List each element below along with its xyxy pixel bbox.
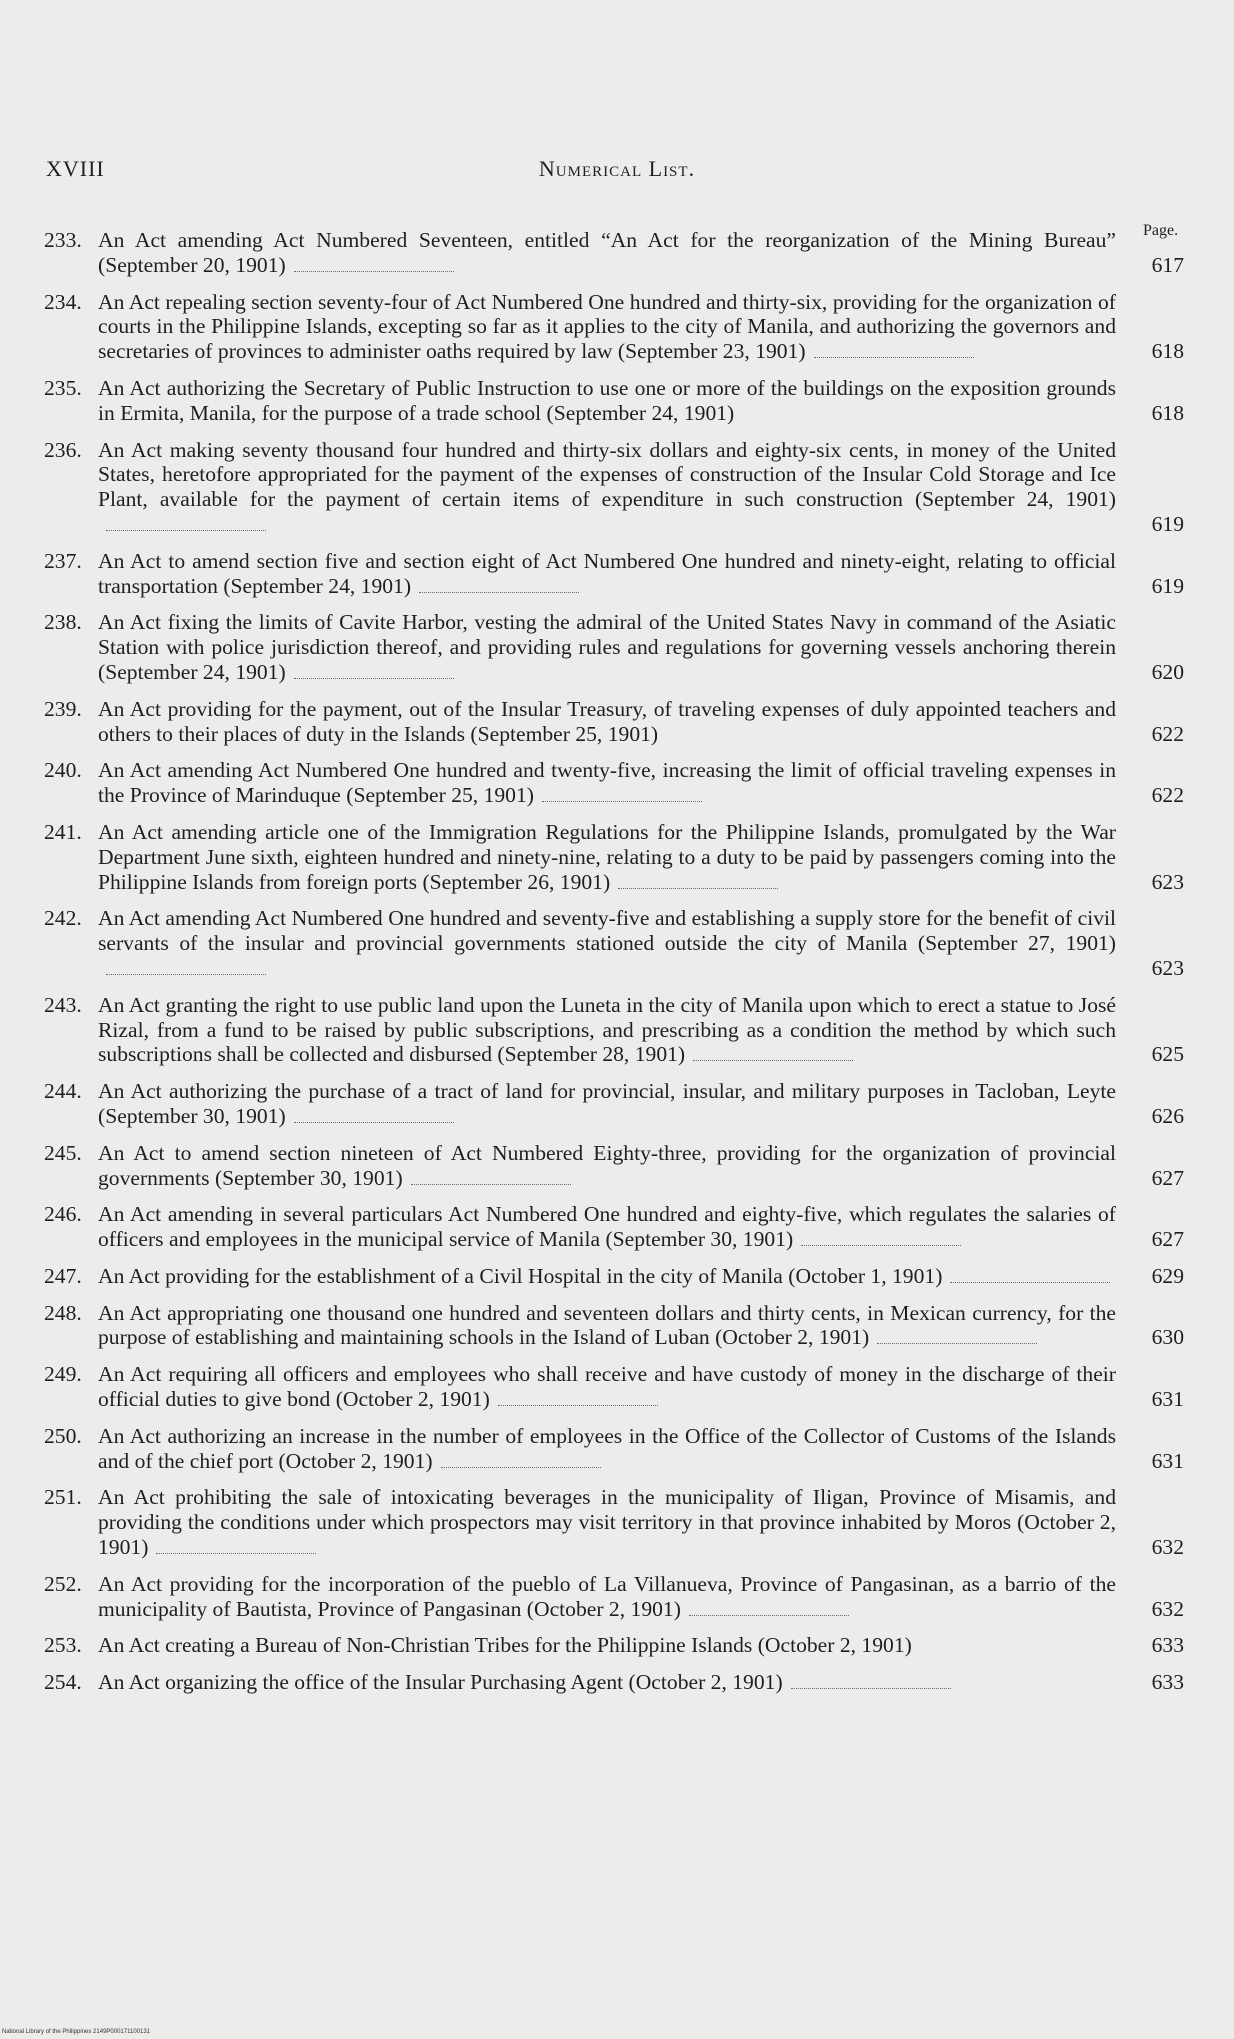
list-item (44, 1141, 1184, 1191)
entry-number: 245. (44, 1140, 82, 1165)
entry-text: An Act to amend section nineteen of Act Numbered Eighty-three, providing for the organization of provincial governments (September 30, 1901) (98, 1140, 1116, 1190)
entry-text: An Act providing for the establishment of a Civil Hospital in the city of Manila (October 1, 1901) (98, 1264, 1116, 1289)
leader-dots (801, 1231, 961, 1246)
entry-text: An Act granting the right to use public land upon the Luneta in the city of Manila upon which to erect a statue to José Rizal, from a fund to be raised by public subscriptions, and prescribing as a condition the method by which such subscriptions shall be collected and disbursed (September 28, 1901) (98, 992, 1116, 1067)
entry-text: An Act authorizing the purchase of a tract of land for provincial, insular, and military purposes in Tacloban, Leyte (September 30, 1901) (98, 1079, 1116, 1128)
entry-page: 631 (1151, 1387, 1184, 1412)
scan-footer: National Library of the Philippines 2149P000171100131 (2, 2029, 150, 2035)
entry-page: 622 (1151, 783, 1184, 808)
list-item (44, 758, 1184, 808)
leader-dots (542, 787, 702, 802)
leader-dots (618, 874, 778, 889)
leader-dots (441, 1453, 601, 1468)
entry-text: An Act appropriating one thousand one hundred and seventeen dollars and thirty cents, in Mexican currency, for the purpose of establishing and maintaining schools in the Island of Luban (October 2, 1901) (98, 1300, 1116, 1350)
leader-dots (294, 664, 454, 679)
entry-page: 619 (1151, 511, 1184, 536)
entry-text: An Act amending article one of the Immigration Regulations for the Philippine Islands, promulgated by the War Department June sixth, eighteen hundred and ninety-nine, relating to a duty to be paid by passengers coming into the Philippine Islands from foreign ports (September 26, 1901) (98, 819, 1116, 894)
entry-number: 247. (44, 1263, 82, 1288)
entry-number: 252. (44, 1571, 82, 1596)
leader-dots (106, 960, 266, 975)
list-item (44, 1301, 1184, 1351)
leader-dots (156, 1539, 316, 1554)
entry-page: 629 (1151, 1263, 1184, 1288)
leader-dots (498, 1391, 658, 1406)
entry-text: An Act to amend section five and section eight of Act Numbered One hundred and ninety-eight, relating to official transportation (September 24, 1901) (98, 548, 1116, 598)
page-column-label: Page. (1143, 222, 1179, 239)
list-item (44, 1633, 1184, 1658)
page-number: XVIII (46, 156, 105, 181)
entry-page: 627 (1151, 1227, 1184, 1252)
entry-text: An Act making seventy thousand four hundred and thirty-six dollars and eighty-six cents, in money of the United States, heretofore appropriated for the payment of the expenses of construction of the Insular Cold Storage and Ice Plant, available for the payment of certain items of expenditure in such construction (September 24, 1901) (98, 438, 1116, 537)
entry-number: 246. (44, 1202, 82, 1227)
entry-page: 631 (1151, 1448, 1184, 1473)
entry-number: 243. (44, 992, 82, 1017)
entry-list (44, 228, 1184, 1707)
entry-page: 626 (1151, 1103, 1184, 1128)
entry-page: 625 (1151, 1042, 1184, 1067)
leader-dots (106, 516, 266, 531)
entry-number: 241. (44, 819, 82, 844)
leader-dots (294, 1108, 454, 1123)
entry-number: 238. (44, 610, 82, 635)
entry-number: 236. (44, 437, 82, 462)
list-item (44, 1202, 1184, 1252)
entry-number: 251. (44, 1485, 82, 1510)
leader-dots (877, 1329, 1037, 1344)
entry-page: 622 (1151, 721, 1184, 746)
entry-page: 630 (1151, 1325, 1184, 1350)
entry-text: An Act authorizing an increase in the number of employees in the Office of the Collector of Customs of the Islands and of the chief port (October 2, 1901) (98, 1423, 1116, 1473)
entry-text: An Act organizing the office of the Insular Purchasing Agent (October 2, 1901) (98, 1670, 1116, 1695)
list-item (44, 1485, 1184, 1559)
entry-page: 617 (1151, 252, 1184, 277)
entry-text: An Act amending in several particulars Act Numbered One hundred and eighty-five, which regulates the salaries of officers and employees in the municipal service of Manila (September 30, 1901) (98, 1202, 1116, 1252)
list-item (44, 1424, 1184, 1474)
list-item (44, 1362, 1184, 1412)
entry-text: An Act providing for the payment, out of the Insular Treasury, of traveling expenses of duly appointed teachers and others to their places of duty in the Islands (September 25, 1901) (98, 696, 1116, 746)
entry-page: 618 (1151, 339, 1184, 364)
entry-text: An Act amending Act Numbered One hundred and seventy-five and establishing a supply store for the benefit of civil servants of the insular and provincial governments stationed outside the city of Manila (September 27, 1901) (98, 906, 1116, 980)
entry-page: 633 (1151, 1633, 1184, 1658)
entry-text: An Act repealing section seventy-four of Act Numbered One hundred and thirty-six, providing for the organization of courts in the Philippine Islands, excepting so far as it applies to the city of Manila, and authorizing the governors and secretaries of provinces to administer oaths required by law (September 23, 1901) (98, 289, 1116, 364)
entry-number: 239. (44, 696, 82, 721)
entry-page: 627 (1151, 1165, 1184, 1190)
entry-text: An Act prohibiting the sale of intoxicating beverages in the municipality of Iligan, Province of Misamis, and providing the conditions under which prospectors may visit territory in that province inhabited by Moros (October 2, 1901) (98, 1485, 1116, 1560)
entry-number: 237. (44, 548, 82, 573)
entry-text: An Act providing for the incorporation of the pueblo of La Villanueva, Province of Pangasinan, as a barrio of the municipality of Bautista, Province of Pangasinan (October 2, 1901) (98, 1571, 1116, 1621)
entry-number: 253. (44, 1633, 82, 1658)
leader-dots (419, 578, 579, 593)
entry-number: 235. (44, 375, 82, 400)
entry-text: An Act requiring all officers and employees who shall receive and have custody of money in the discharge of their official duties to give bond (October 2, 1901) (98, 1362, 1116, 1412)
entry-number: 254. (44, 1670, 82, 1695)
list-item (44, 906, 1184, 980)
entry-page: 619 (1151, 573, 1184, 598)
entry-text: An Act fixing the limits of Cavite Harbor, vesting the admiral of the United States Navy in command of the Asiatic Station with police jurisdiction thereof, and providing rules and regulations for governing vessels anchoring therein (September 24, 1901) (98, 610, 1116, 684)
entry-number: 240. (44, 758, 82, 783)
entry-page: 632 (1151, 1596, 1184, 1621)
entry-page: 623 (1151, 955, 1184, 980)
list-item (44, 993, 1184, 1067)
entry-page: 632 (1151, 1535, 1184, 1560)
running-title: Numerical List. (538, 156, 696, 181)
entry-text: An Act amending Act Numbered Seventeen, entitled “An Act for the reorganization of the Mining Bureau” (September 20, 1901) (98, 228, 1116, 277)
entry-number: 234. (44, 289, 82, 314)
leader-dots (689, 1601, 849, 1616)
list-item (44, 549, 1184, 599)
entry-text: An Act amending Act Numbered One hundred and twenty-five, increasing the limit of official traveling expenses in the Province of Marinduque (September 25, 1901) (98, 758, 1116, 808)
entry-number: 244. (44, 1079, 82, 1104)
entry-number: 249. (44, 1362, 82, 1387)
leader-dots (791, 1674, 951, 1689)
list-item (44, 1079, 1184, 1129)
list-item (44, 1670, 1184, 1695)
list-item (44, 610, 1184, 684)
entry-number: 233. (44, 228, 82, 252)
entry-page: 620 (1151, 659, 1184, 684)
list-item (44, 228, 1184, 278)
list-item (44, 438, 1184, 537)
entry-number: 242. (44, 906, 82, 931)
entry-number: 250. (44, 1423, 82, 1448)
leader-dots (294, 257, 454, 272)
list-item (44, 1572, 1184, 1622)
entry-number: 248. (44, 1300, 82, 1325)
list-item (44, 697, 1184, 747)
leader-dots (411, 1170, 571, 1185)
entry-text: An Act creating a Bureau of Non-Christian Tribes for the Philippine Islands (October 2, 1901) (98, 1633, 912, 1658)
leader-dots (814, 343, 974, 358)
list-item (44, 1264, 1184, 1289)
leader-dots (950, 1268, 1110, 1283)
entry-page: 618 (1151, 400, 1184, 425)
leader-dots (693, 1046, 853, 1061)
list-item (44, 820, 1184, 894)
entry-text: An Act authorizing the Secretary of Public Instruction to use one or more of the buildings on the exposition grounds in Ermita, Manila, for the purpose of a trade school (September 24, 1901) (98, 375, 1116, 425)
list-item (44, 376, 1184, 426)
entry-page: 623 (1151, 869, 1184, 894)
entry-page: 633 (1151, 1670, 1184, 1695)
list-item (44, 290, 1184, 364)
